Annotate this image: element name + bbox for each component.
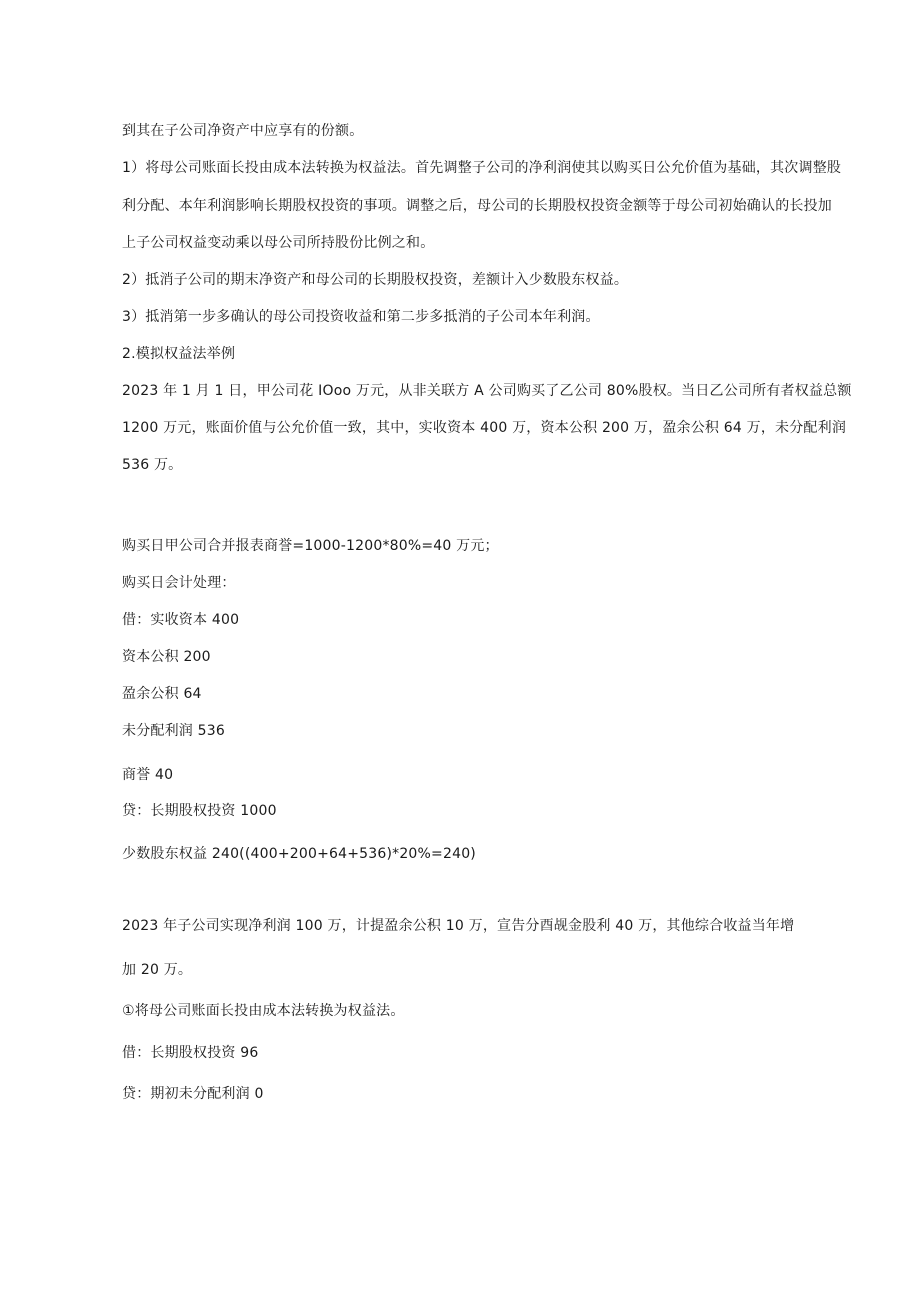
goodwill-line: 购买日甲公司合并报表商誉=1000-1200*80%=40 万元； xyxy=(122,538,499,554)
step-1-line-2: 利分配、本年利润影响长期股权投资的事项。调整之后，母公司的长期股权投资金额等于母公司初始确认的长投加 xyxy=(122,198,832,214)
example-line-1: 2023 年 1 月 1 日，甲公司花 IOoo 万元，从非关联方 A 公司购买了乙公司 80%股权。当日乙公司所有者权益总额 xyxy=(122,383,852,399)
adjustment-step-heading: ①将母公司账面长投由成本法转换为权益法。 xyxy=(122,1003,405,1019)
step-1-line-3: 上子公司权益变动乘以母公司所持股份比例之和。 xyxy=(122,235,435,251)
journal-credit-long-term-investment: 贷：长期股权投资 1000 xyxy=(122,803,277,819)
journal-goodwill: 商誉 40 xyxy=(122,767,174,783)
example-line-2: 1200 万元，账面价值与公允价值一致，其中，实收资本 400 万，资本公积 200 万，盈余公积 64 万，未分配利润 xyxy=(122,420,847,436)
paragraph-line-1: 到其在子公司净资产中应享有的份额。 xyxy=(122,123,364,139)
journal-debit-paid-in-capital: 借：实收资本 400 xyxy=(122,612,240,628)
step-3-line: 3）抵消第一步多确认的母公司投资收益和第二步多抵消的子公司本年利润。 xyxy=(122,309,600,325)
journal-minority-interest: 少数股东权益 240((400+200+64+536)*20%=240) xyxy=(122,846,476,862)
example-line-3: 536 万。 xyxy=(122,457,183,473)
year-result-line-1: 2023 年子公司实现净利润 100 万，计提盈余公积 10 万，宣告分酉觇金股利 40 万，其他综合收益当年增 xyxy=(122,918,795,934)
accounting-heading: 购买日会计处理： xyxy=(122,575,236,591)
journal-capital-reserve: 资本公积 200 xyxy=(122,649,211,665)
step-1-line-1: 1）将母公司账面长投由成本法转换为权益法。首先调整子公司的净利润使其以购买日公允价值为基础，其次调整股 xyxy=(122,160,842,176)
journal-debit-long-term-investment: 借：长期股权投资 96 xyxy=(122,1045,259,1061)
step-2-line: 2）抵消子公司的期末净资产和母公司的长期股权投资，差额计入少数股东权益。 xyxy=(122,272,629,288)
journal-surplus-reserve: 盈余公积 64 xyxy=(122,686,202,702)
journal-credit-opening-undistributed-profit: 贷：期初未分配利润 0 xyxy=(122,1086,264,1102)
section-heading: 2.模拟权益法举例 xyxy=(122,346,236,362)
year-result-line-2: 加 20 万。 xyxy=(122,962,193,978)
journal-undistributed-profit: 未分配利润 536 xyxy=(122,723,225,739)
